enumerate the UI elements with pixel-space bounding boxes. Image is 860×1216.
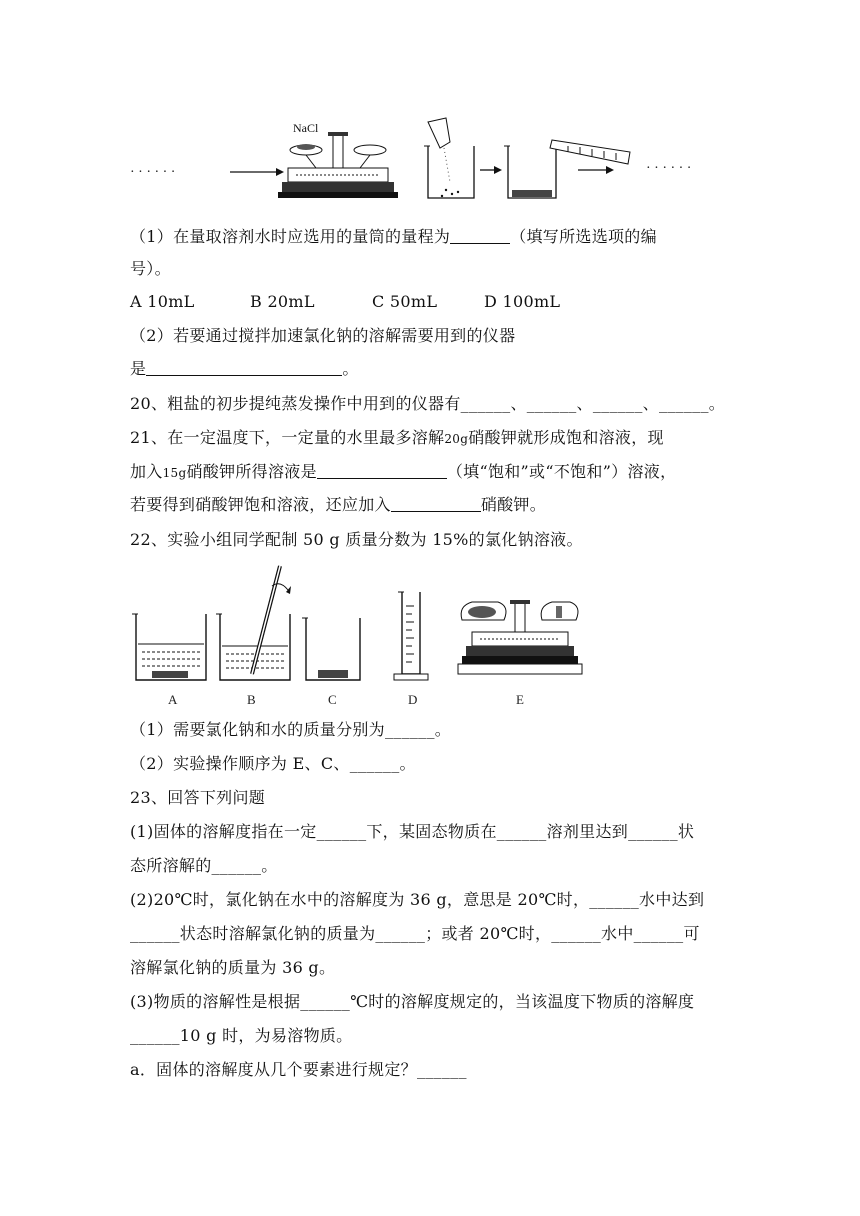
process-diagram	[128, 112, 728, 206]
arrow-1	[230, 168, 284, 176]
q23-line2: 态所溶解的______。	[130, 856, 278, 875]
option-a: A 10mL	[130, 292, 195, 311]
nacl-label: NaCl	[293, 121, 319, 135]
beaker-a	[132, 614, 206, 680]
q21-line3: 若要得到硝酸钾饱和溶液，还应加入 硝酸钾。	[130, 495, 547, 514]
q23-line5: 溶解氯化钠的质量为 36 g。	[130, 958, 336, 977]
label-b: B	[247, 692, 256, 707]
label-d: D	[408, 692, 418, 707]
beaker-c-with-solid	[302, 618, 360, 680]
q19-blank-1	[450, 227, 510, 244]
beaker-b-with-glass-rod	[216, 566, 291, 680]
q23-line8: a．固体的溶解度从几个要素进行规定？______	[130, 1060, 467, 1079]
apparatus-diagram	[128, 562, 588, 710]
q19-part1-line1: （1）在量取溶剂水时应选用的量筒的量程为 （填写所选选项的编	[130, 227, 657, 246]
label-c: C	[328, 692, 337, 707]
graduated-cylinder-d	[394, 592, 428, 680]
beaker-adding-solid	[424, 118, 474, 198]
q23-title: 23、回答下列问题	[130, 788, 266, 807]
q22-stem: 22、实验小组同学配制 50 g 质量分数为 15%的氯化钠溶液。	[130, 530, 583, 549]
q23-line6: (3)物质的溶解性是根据______℃时的溶解度规定的，当该温度下物质的溶解度	[130, 992, 695, 1011]
q19-part1-line2: 号）。	[130, 259, 171, 278]
balance-with-nacl	[278, 121, 398, 198]
option-b: B 20mL	[250, 292, 315, 311]
q20-line: 20、粗盐的初步提纯蒸发操作中用到的仪器有______、______、______、______。	[130, 394, 726, 413]
label-a: A	[168, 692, 178, 707]
q19-part2-line1: （2）若要通过搅拌加速氯化钠的溶解需要用到的仪器	[130, 326, 516, 345]
q19-part2-line2: 是 。	[130, 359, 359, 378]
option-c: C 50mL	[372, 292, 438, 311]
q19-blank-2	[146, 359, 342, 376]
q22-part2: （2）实验操作顺序为 E、C、______。	[130, 754, 416, 773]
label-e: E	[516, 692, 524, 707]
q21-blank-1	[317, 462, 447, 479]
q21-line1: 21、在一定温度下，一定量的水里最多溶解20g硝酸钾就形成饱和溶液，现	[130, 428, 664, 447]
q23-line4: ______状态时溶解氯化钠的质量为______；或者 20℃时，______水中______可	[130, 924, 700, 943]
balance-e	[458, 600, 582, 674]
q23-line3: (2)20℃时，氯化钠在水中的溶解度为 36 g，意思是 20℃时，______水中达到	[130, 890, 705, 909]
dots-left: · · · · · ·	[130, 165, 176, 180]
dots-right: · · · · · ·	[646, 161, 692, 176]
q23-line1: (1)固体的溶解度指在一定______下，某固态物质在______溶剂里达到______状	[130, 822, 695, 841]
q23-line7: ______10 g 时，为易溶物质。	[130, 1026, 353, 1045]
q21-line2: 加入15g硝酸钾所得溶液是 （填“饱和”或“不饱和”）溶液，	[130, 462, 677, 481]
q21-blank-2	[391, 495, 481, 512]
option-d: D 100mL	[484, 292, 561, 311]
q22-part1: （1）需要氯化钠和水的质量分别为______。	[130, 720, 452, 739]
arrow-3	[578, 166, 614, 174]
arrow-2	[480, 166, 502, 174]
q19-options	[130, 291, 560, 313]
